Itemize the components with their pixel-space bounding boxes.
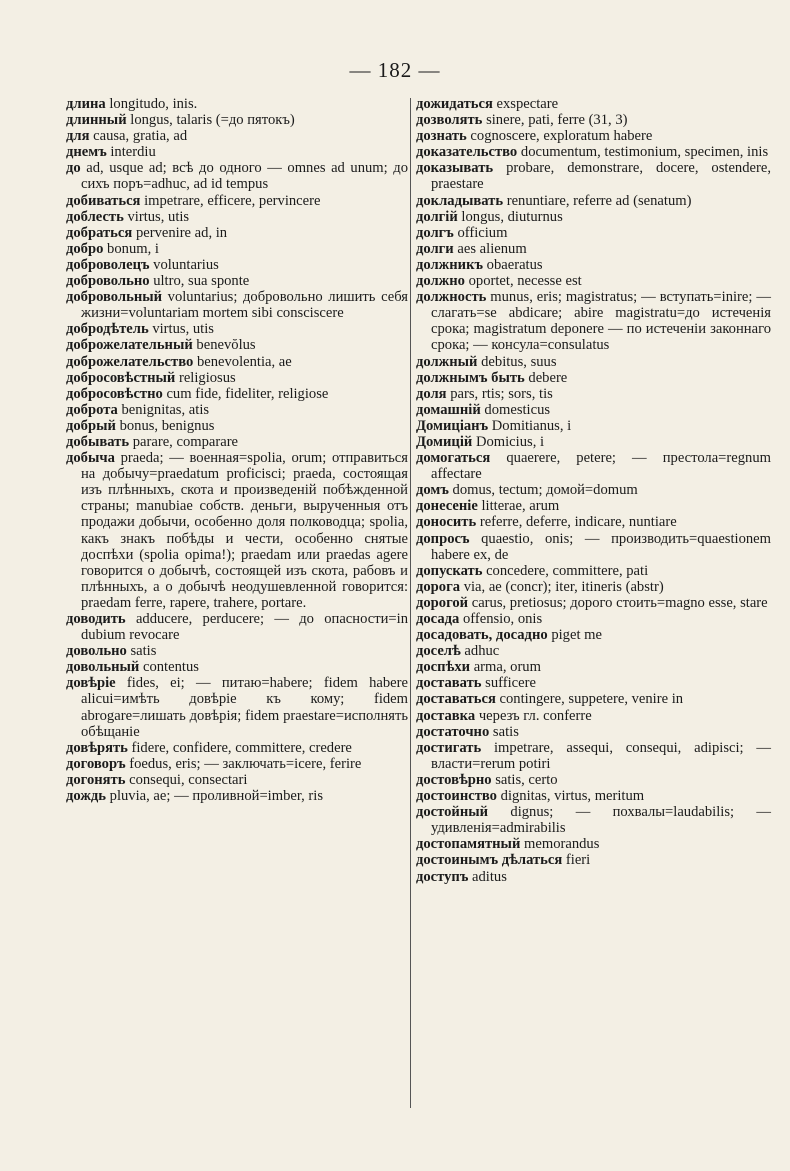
dictionary-entry <box>66 144 408 160</box>
dictionary-entry <box>66 112 408 128</box>
entry-headword: достойный <box>416 804 489 821</box>
dictionary-entry <box>66 370 408 386</box>
dictionary-entry <box>416 193 771 209</box>
entry-headword: днемъ <box>66 144 107 161</box>
entry-definition: dignus; — похвалы=laudabilis; — удивленiя=admirabilis <box>431 804 771 837</box>
entry-headword: доброта <box>66 401 118 418</box>
dictionary-entry <box>416 563 771 579</box>
dictionary-entry <box>66 209 408 225</box>
entry-definition: benevŏlus <box>196 337 256 354</box>
entry-headword: домогаться <box>416 450 491 467</box>
entry-definition: fides, ei; — питаю=habere; fidem habere alicui=имѣть довѣрiе къ кому; fidem abrogare=лишать довѣрiя; fidem praestare=исполнять обѣщанiе <box>81 675 409 740</box>
dictionary-entry <box>416 869 771 885</box>
dictionary-entry <box>416 498 771 514</box>
entry-definition: memorandus <box>524 836 600 853</box>
dictionary-entry <box>416 225 771 241</box>
dictionary-entry <box>416 708 771 724</box>
entry-headword: долгъ <box>416 224 454 241</box>
entry-definition: voluntarius; добровольно лишить себя жизни=voluntariam mortem sibi consciscere <box>81 289 408 322</box>
entry-headword: доброжелательство <box>66 353 194 370</box>
dictionary-entry <box>416 643 771 659</box>
entry-definition: bonus, benignus <box>119 417 215 434</box>
column-divider <box>410 98 411 1108</box>
entry-definition: probare, demonstrare, docere, ostendere, praestare <box>431 160 771 193</box>
dictionary-entry <box>66 659 408 675</box>
entry-definition: черезъ гл. conferre <box>478 707 592 724</box>
entry-headword: докладывать <box>416 192 504 209</box>
entry-definition: renuntiare, referre ad (senatum) <box>506 192 692 209</box>
dictionary-entry <box>416 659 771 675</box>
dictionary-entry <box>416 450 771 482</box>
dictionary-entry <box>416 579 771 595</box>
entry-definition: fidere, confidere, committere, credere <box>131 739 352 756</box>
entry-definition: arma, orum <box>473 659 541 676</box>
entry-headword: досадовать, досадно <box>416 627 548 644</box>
dictionary-entry <box>416 144 771 160</box>
left-column <box>66 96 408 804</box>
entry-headword: доносить <box>416 514 477 531</box>
entry-definition: contentus <box>142 659 199 676</box>
dictionary-entry <box>66 354 408 370</box>
entry-headword: довольный <box>66 659 140 676</box>
entry-headword: догонять <box>66 771 126 788</box>
entry-definition: litterae, arum <box>481 498 560 515</box>
entry-headword: достоинство <box>416 788 497 805</box>
entry-definition: benignitas, atis <box>121 401 210 418</box>
entry-definition: adhuc <box>464 643 500 660</box>
entry-definition: fieri <box>565 852 591 869</box>
dictionary-entry <box>416 418 771 434</box>
entry-headword: добывать <box>66 433 130 450</box>
entry-definition: domesticus <box>484 401 551 418</box>
entry-definition: ad, usque ad; всѣ до одного — omnes ad unum; до сихъ поръ=adhuc, ad id tempus <box>81 160 408 193</box>
dictionary-entry <box>66 128 408 144</box>
entry-headword: доказывать <box>416 160 494 177</box>
entry-definition: virtus, utis <box>127 208 190 225</box>
dictionary-entry <box>416 386 771 402</box>
entry-definition: interdiu <box>110 144 156 161</box>
dictionary-entry <box>66 740 408 756</box>
entry-definition: dignitas, virtus, meritum <box>500 788 645 805</box>
entry-headword: добрый <box>66 417 116 434</box>
entry-definition: Domitianus, i <box>491 417 572 434</box>
dictionary-entry <box>416 482 771 498</box>
entry-definition: quaerere, petere; — престола=regnum affectare <box>431 450 771 483</box>
entry-headword: довѣрять <box>66 739 128 756</box>
entry-headword: добиваться <box>66 192 141 209</box>
entry-definition: satis, certo <box>495 771 558 788</box>
entry-headword: добровольно <box>66 273 150 290</box>
entry-definition: oportet, necesse est <box>468 273 582 290</box>
entry-definition: cognoscere, exploratum habere <box>470 128 653 145</box>
dictionary-entry <box>66 450 408 611</box>
entry-headword: добровольный <box>66 289 163 306</box>
dictionary-entry <box>416 160 771 192</box>
entry-headword: длина <box>66 96 106 112</box>
dictionary-entry <box>66 160 408 192</box>
dictionary-entry <box>66 611 408 643</box>
dictionary-entry <box>416 788 771 804</box>
entry-headword: добро <box>66 240 104 257</box>
dictionary-entry <box>416 96 771 112</box>
dictionary-entry <box>416 627 771 643</box>
dictionary-entry <box>416 531 771 563</box>
entry-headword: до <box>66 160 81 177</box>
entry-headword: доказательство <box>416 144 518 161</box>
entry-headword: достигать <box>416 739 482 756</box>
entry-headword: добродѣтель <box>66 321 149 338</box>
dictionary-entry <box>416 804 771 836</box>
entry-headword: доля <box>416 385 447 402</box>
entry-headword: должнымъ быть <box>416 369 525 386</box>
dictionary-entry <box>416 772 771 788</box>
dictionary-entry <box>66 273 408 289</box>
dictionary-entry <box>416 370 771 386</box>
entry-headword: Домицiанъ <box>416 417 489 434</box>
dictionary-entry <box>416 611 771 627</box>
entry-headword: досада <box>416 611 460 627</box>
entry-definition: impetrare, efficere, pervincere <box>144 192 321 209</box>
entry-headword: доспѣхи <box>416 659 471 676</box>
dictionary-entry <box>416 724 771 740</box>
page-number: — 182 — <box>349 58 441 82</box>
entry-definition: benevolentia, ae <box>196 353 292 370</box>
entry-definition: debitus, suus <box>481 353 557 370</box>
dictionary-entry <box>66 788 408 804</box>
entry-definition: longus, talaris (=до пятокъ) <box>130 112 295 129</box>
entry-headword: достовѣрно <box>416 771 492 788</box>
entry-definition: satis <box>130 643 157 660</box>
entry-definition: Domicius, i <box>475 433 545 450</box>
dictionary-entry <box>66 772 408 788</box>
dictionary-entry <box>416 434 771 450</box>
entry-definition: contingere, suppetere, venire in <box>499 691 684 708</box>
entry-definition: piget me <box>551 627 602 644</box>
entry-definition: longitudo, inis. <box>109 96 198 112</box>
entry-headword: длинный <box>66 112 127 129</box>
entry-headword: доблесть <box>66 208 124 225</box>
entry-definition: pervenire ad, in <box>135 224 228 241</box>
dictionary-entry <box>416 595 771 611</box>
dictionary-entry <box>416 740 771 772</box>
dictionary-entry <box>416 402 771 418</box>
dictionary-entry <box>66 241 408 257</box>
dictionary-entry <box>66 193 408 209</box>
entry-headword: дорога <box>416 578 461 595</box>
entry-definition: sinere, pati, ferre (31, 3) <box>486 112 628 129</box>
entry-definition: carus, pretiosus; дорого стоить=magno esse, stare <box>471 594 768 611</box>
dictionary-entry <box>416 675 771 691</box>
entry-definition: foedus, eris; — заключать=icere, ferire <box>129 755 362 772</box>
dictionary-entry <box>66 257 408 273</box>
dictionary-entry <box>66 96 408 112</box>
right-column <box>416 96 771 885</box>
dictionary-entry <box>416 354 771 370</box>
entry-headword: Домицiй <box>416 433 473 450</box>
entry-headword: добросовѣстный <box>66 369 176 386</box>
entry-definition: aditus <box>472 868 507 885</box>
entry-headword: доступъ <box>416 868 469 885</box>
dictionary-entry <box>66 225 408 241</box>
entry-definition: officium <box>457 224 508 241</box>
dictionary-entry <box>416 112 771 128</box>
entry-headword: достаточно <box>416 723 490 740</box>
entry-headword: для <box>66 128 90 145</box>
dictionary-entry <box>66 337 408 353</box>
entry-headword: договоръ <box>66 755 126 772</box>
entry-definition: offensio, onis <box>462 611 543 627</box>
dictionary-entry <box>416 514 771 530</box>
entry-headword: доводить <box>66 611 126 627</box>
entry-definition: pars, rtis; sors, tis <box>450 385 553 402</box>
entry-definition: concedere, committere, pati <box>486 562 649 579</box>
entry-definition: parare, comparare <box>132 433 239 450</box>
entry-headword: долги <box>416 240 454 257</box>
entry-definition: obaeratus <box>486 256 543 273</box>
dictionary-entry <box>66 643 408 659</box>
entry-definition: aes alienum <box>457 240 527 257</box>
dictionary-entry <box>66 434 408 450</box>
entry-headword: доселѣ <box>416 643 461 660</box>
entry-headword: должникъ <box>416 256 483 273</box>
entry-headword: донесенiе <box>416 498 478 515</box>
entry-headword: добросовѣстно <box>66 385 163 402</box>
entry-headword: домъ <box>416 482 449 499</box>
entry-headword: доставаться <box>416 691 496 708</box>
entry-headword: достопамятный <box>416 836 521 853</box>
entry-headword: домашнiй <box>416 401 481 418</box>
entry-headword: довольно <box>66 643 127 660</box>
entry-headword: добыча <box>66 450 115 467</box>
dictionary-entry <box>416 257 771 273</box>
entry-definition: impetrare, assequi, consequi, adipisci; — власти=rerum potiri <box>431 739 772 772</box>
entry-definition: voluntarius <box>153 256 219 273</box>
entry-headword: должно <box>416 273 465 290</box>
dictionary-entry <box>66 675 408 739</box>
entry-definition: virtus, utis <box>152 321 214 338</box>
entry-definition: longus, diuturnus <box>461 208 563 225</box>
entry-definition: referre, deferre, indicare, nuntiare <box>479 514 677 531</box>
entry-definition: sufficere <box>485 675 536 692</box>
entry-headword: долгiй <box>416 208 458 225</box>
dictionary-entry <box>66 402 408 418</box>
entry-headword: дозволять <box>416 112 483 129</box>
entry-definition: exspectare <box>496 96 559 112</box>
dictionary-entry <box>416 836 771 852</box>
entry-definition: satis <box>492 723 519 740</box>
dictionary-entry <box>416 128 771 144</box>
entry-definition: via, ae (concr); iter, itineris (abstr) <box>463 578 664 595</box>
entry-headword: добраться <box>66 224 133 241</box>
entry-headword: достоинымъ дѣлаться <box>416 852 563 869</box>
entry-definition: munus, eris; magistratus; — вступать=inire; — слагать=se abdicare; abire magistratu=до истеченiя срока; magistratum deponere — по истеченiи законнаго срока; — консула=consulatus <box>431 289 771 354</box>
dictionary-entry <box>416 273 771 289</box>
entry-definition: ultro, sua sponte <box>153 273 250 290</box>
entry-definition: domus, tectum; домой=domum <box>452 482 638 499</box>
dictionary-entry <box>66 418 408 434</box>
entry-headword: дожидаться <box>416 96 493 112</box>
entry-definition: cum fide, fideliter, religiose <box>166 385 329 402</box>
entry-headword: дорогой <box>416 594 469 611</box>
entry-headword: допускать <box>416 562 483 579</box>
entry-headword: допросъ <box>416 530 470 547</box>
dictionary-entry <box>66 756 408 772</box>
dictionary-entry <box>416 209 771 225</box>
dictionary-entry <box>416 289 771 353</box>
entry-headword: должный <box>416 353 478 370</box>
entry-definition: consequi, consectari <box>129 771 248 788</box>
entry-definition: quaestio, onis; — производить=quaestionem habere ex, de <box>431 530 772 563</box>
entry-definition: bonum, i <box>107 240 159 257</box>
entry-headword: доставать <box>416 675 482 692</box>
dictionary-entry <box>416 691 771 707</box>
entry-definition: praeda; — военная=spolia, orum; отправиться на добычу=praedatum proficisci; praeda, состоящая изъ плѣнныхъ, скота и произведенiй побѣжденной страны; manubiae собств. деньги, вырученныя отъ продажи добычи, особенно доля полководца; spolia, какъ знакъ побѣды и чести, особенно снятые доспѣхи (spolia opima!); praedam или praedas agere говорится о добычѣ, состоящей изъ скота, рабовъ и плѣнныхъ, а о добычѣ неодушевленной говорится: praedam ferre, rapere, trahere, portare. <box>81 450 408 611</box>
entry-definition: adducere, perducere; — до опасности=in dubium revocare <box>81 611 408 644</box>
entry-headword: дознать <box>416 128 467 145</box>
entry-definition: religiosus <box>178 369 236 386</box>
entry-headword: должность <box>416 289 487 306</box>
entry-definition: causa, gratia, ad <box>93 128 188 145</box>
entry-definition: documentum, testimonium, specimen, inis <box>520 144 769 161</box>
dictionary-entry <box>66 386 408 402</box>
entry-definition: pluvia, ae; — проливной=imber, ris <box>109 788 324 805</box>
dictionary-entry <box>416 852 771 868</box>
entry-headword: доброволецъ <box>66 256 150 273</box>
entry-definition: debere <box>528 369 568 386</box>
entry-headword: доброжелательный <box>66 337 193 354</box>
entry-headword: довѣрiе <box>66 675 116 692</box>
dictionary-entry <box>416 241 771 257</box>
entry-headword: доставка <box>416 707 476 724</box>
dictionary-entry <box>66 321 408 337</box>
entry-headword: дождь <box>66 788 106 805</box>
dictionary-entry <box>66 289 408 321</box>
